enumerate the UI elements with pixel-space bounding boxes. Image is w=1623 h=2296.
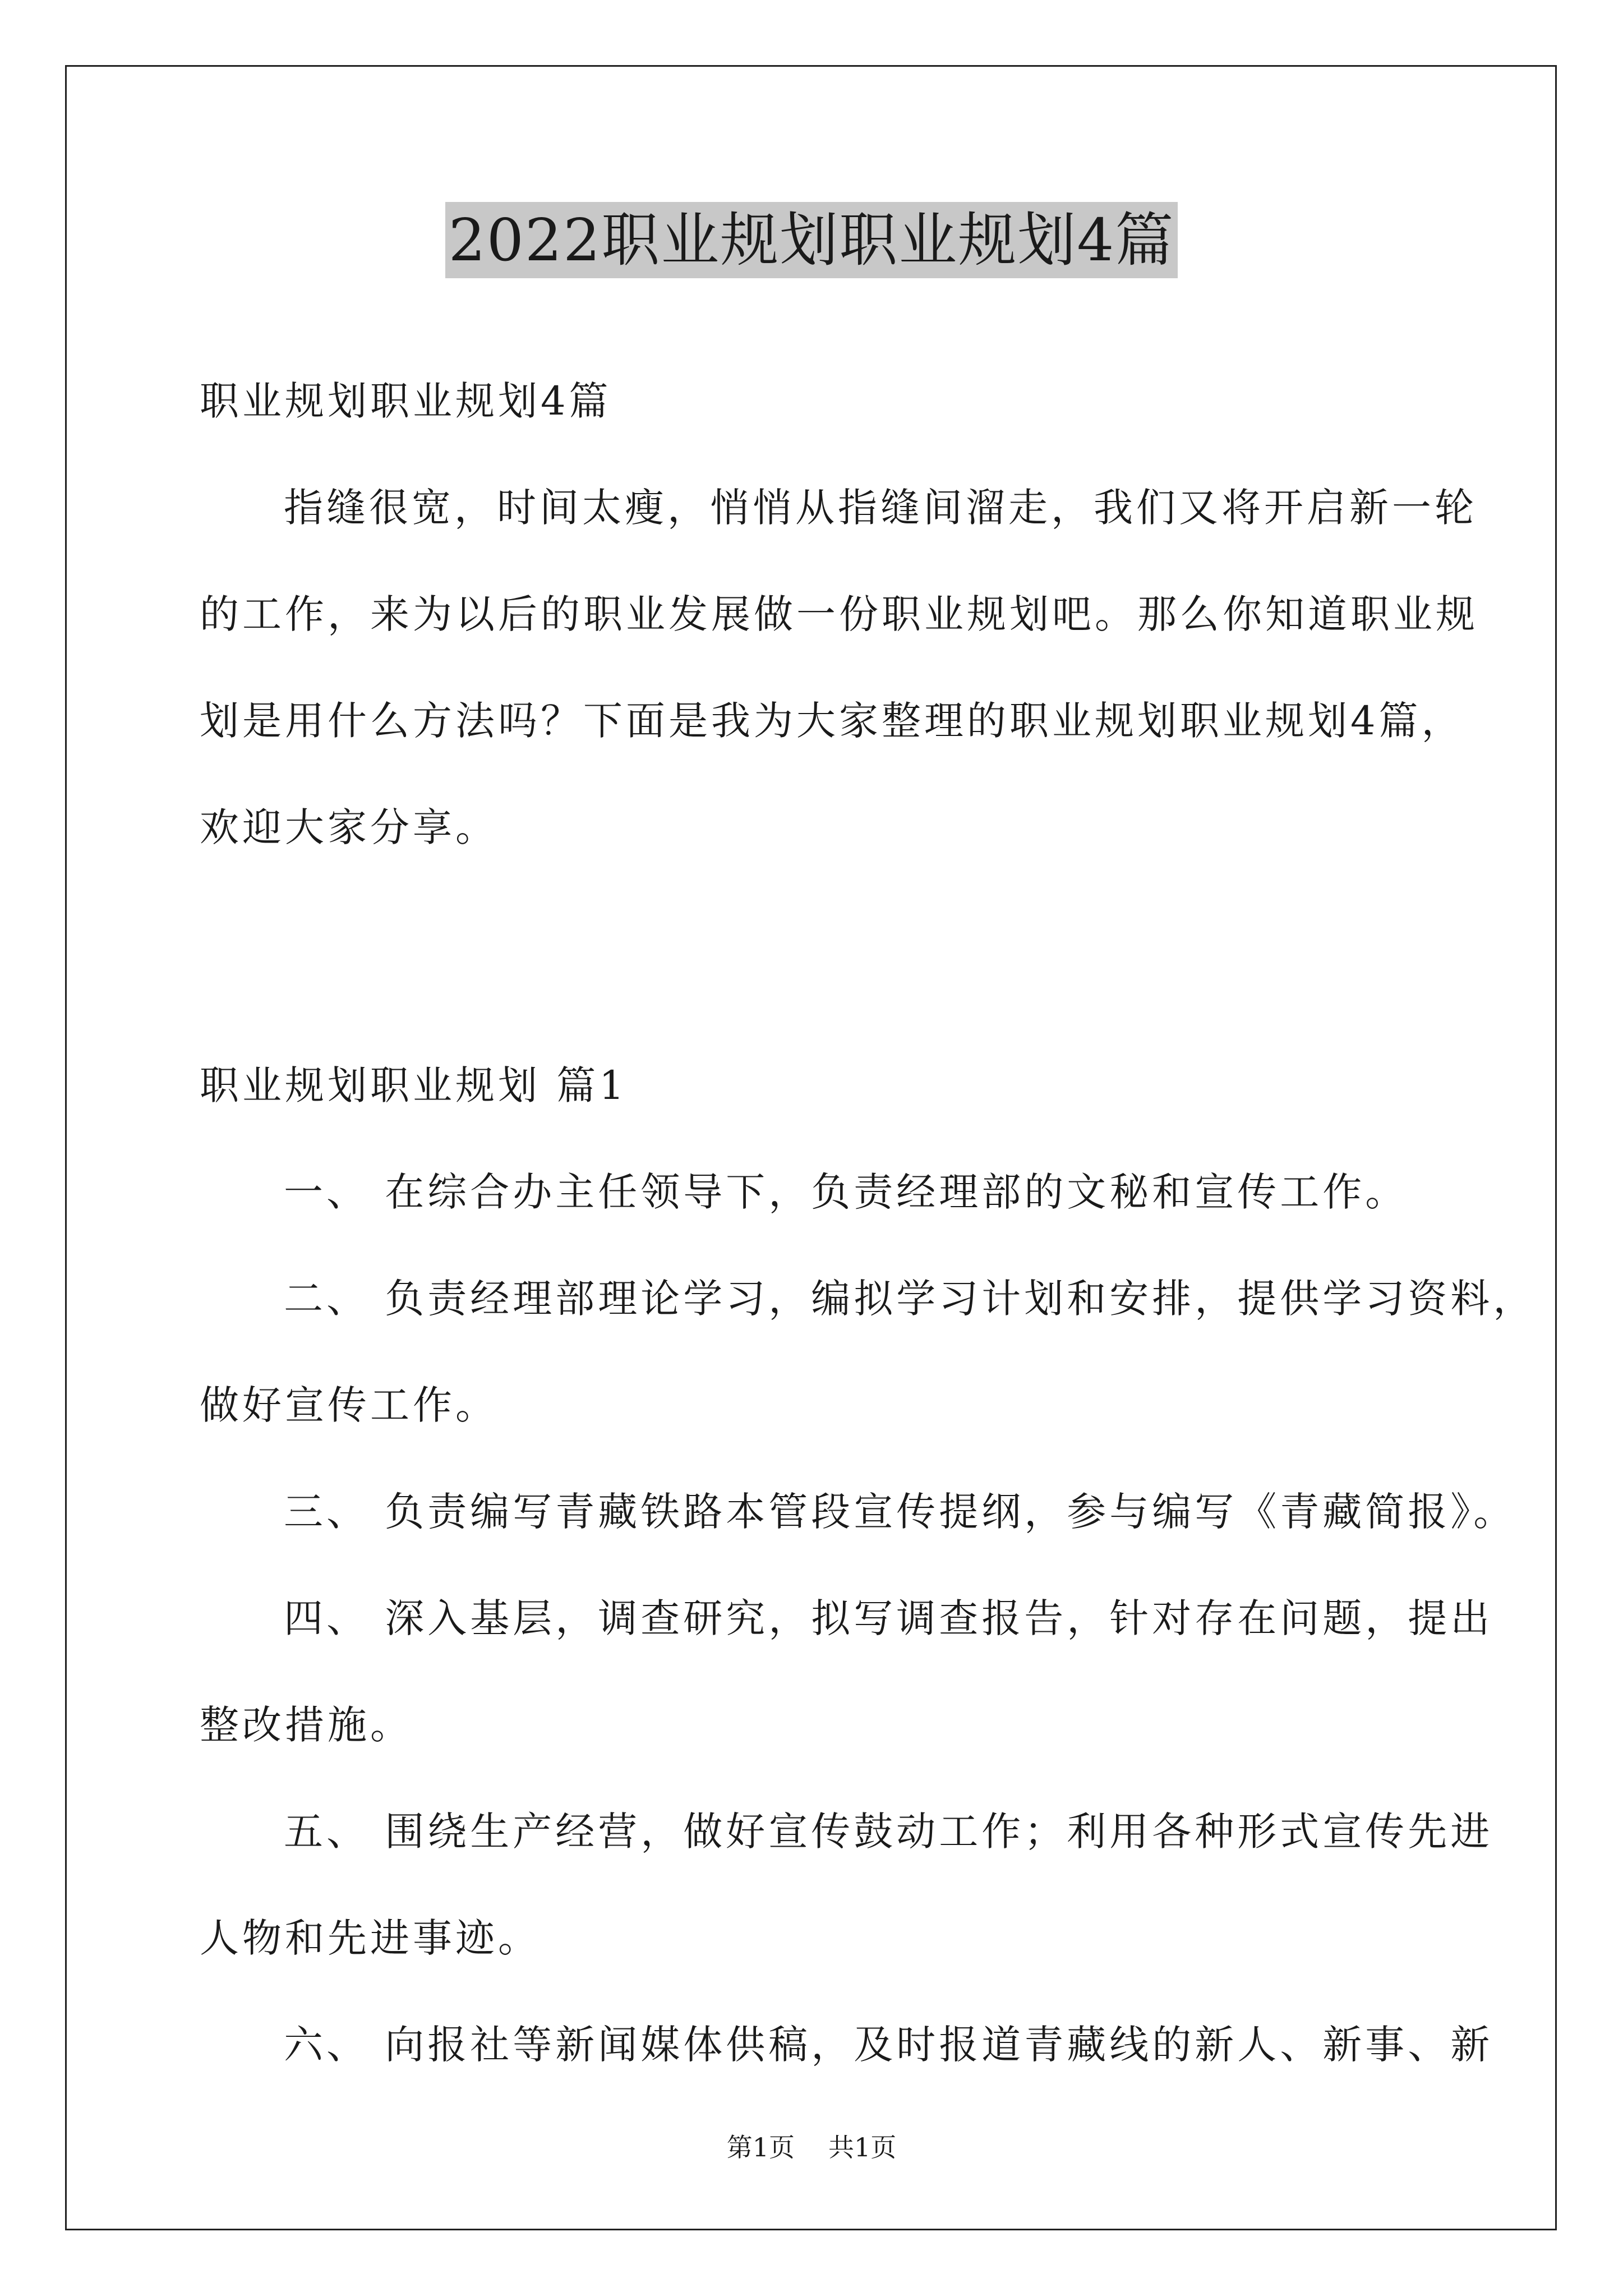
paragraph-gap — [200, 881, 1428, 1032]
page-total: 共1页 — [828, 2132, 897, 2162]
subtitle: 职业规划职业规划4篇 — [200, 378, 612, 424]
title-area — [0, 202, 1623, 278]
intro-line: 划是用什么方法吗？下面是我为大家整理的职业规划职业规划4篇， — [200, 698, 1464, 744]
section-heading: 职业规划职业规划 篇1 — [200, 1062, 628, 1108]
intro-line: 欢迎大家分享。 — [200, 804, 498, 850]
list-item: 六、 向报社等新闻媒体供稿，及时报道青藏线的新人、新事、新 — [284, 2022, 1493, 2068]
document-title: 2022职业规划职业规划4篇 — [445, 202, 1178, 278]
list-item: 一、 在综合办主任领导下，负责经理部的文秘和宣传工作。 — [284, 1169, 1408, 1215]
page-footer — [0, 2131, 1623, 2164]
list-item-continued: 整改措施。 — [200, 1702, 413, 1748]
page-number: 第1页 — [726, 2132, 795, 2162]
list-item: 四、 深入基层，调查研究，拟写调查报告，针对存在问题，提出 — [284, 1595, 1493, 1641]
list-item: 五、 围绕生产经营，做好宣传鼓动工作；利用各种形式宣传先进 — [284, 1809, 1493, 1855]
list-item-continued: 做好宣传工作。 — [200, 1382, 498, 1428]
intro-line: 指缝很宽，时间太瘦，悄悄从指缝间溜走，我们又将开启新一轮 — [284, 485, 1477, 531]
list-item: 二、 负责经理部理论学习，编拟学习计划和安排，提供学习资料， — [284, 1276, 1536, 1322]
list-item-continued: 人物和先进事迹。 — [200, 1915, 541, 1961]
list-item: 三、 负责编写青藏铁路本管段宣传提纲，参与编写《青藏简报》。 — [284, 1489, 1516, 1535]
intro-line: 的工作，来为以后的职业发展做一份职业规划吧。那么你知道职业规 — [200, 591, 1478, 637]
document-body — [200, 348, 1536, 2098]
